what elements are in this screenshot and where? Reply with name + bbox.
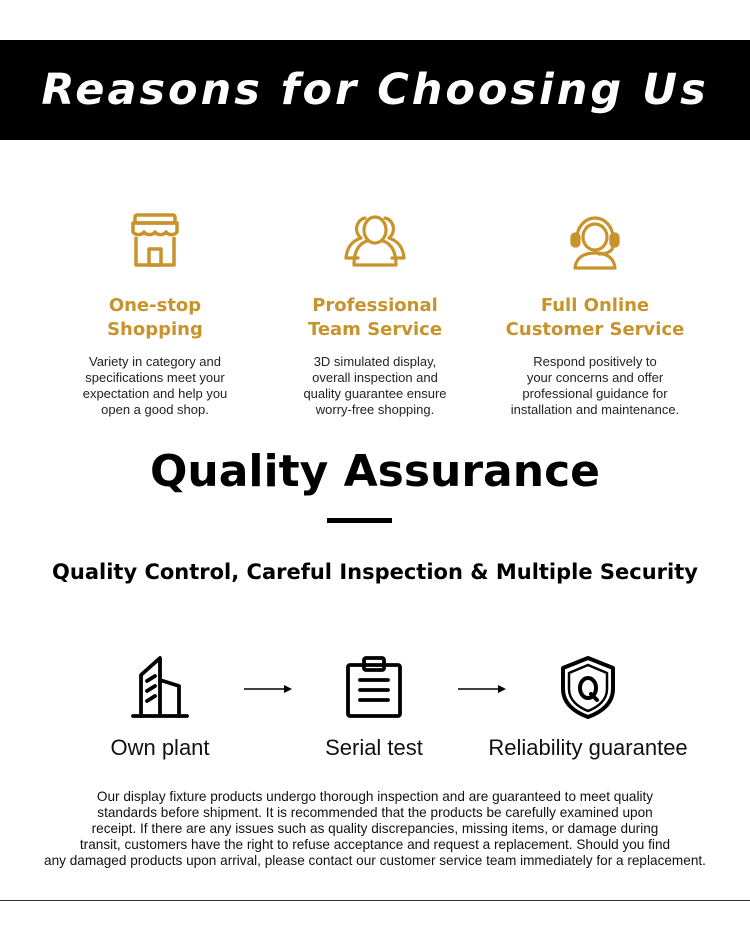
step-label: Own plant [110, 735, 210, 760]
feature-title: Full Online Customer Service [505, 295, 685, 340]
shipping-inspection-note [10, 789, 740, 869]
step-own-plant [60, 655, 260, 761]
headset-agent-icon [563, 208, 627, 272]
step-reliability-guarantee [488, 655, 688, 761]
feature-online-customer-service [485, 208, 705, 418]
team-icon [343, 208, 407, 272]
banner-title: Reasons for Choosing Us [41, 65, 709, 115]
storefront-icon [123, 208, 187, 272]
bottom-divider [0, 900, 750, 901]
feature-professional-team [265, 208, 485, 418]
feature-description: Variety in category and specifications meet your expectation and help you open a good shop. [82, 354, 228, 417]
feature-title: One-stop Shopping [107, 295, 203, 340]
title-underline [327, 518, 392, 523]
shield-q-icon [556, 655, 620, 719]
step-serial-test [274, 655, 474, 761]
header-banner [0, 40, 750, 140]
building-icon [128, 655, 192, 719]
note-line: standards before shipment. It is recommended that the products be carefully examined upon [97, 805, 653, 820]
step-label: Serial test [325, 735, 423, 760]
step-label: Reliability guarantee [488, 735, 688, 760]
note-line: transit, customers have the right to refuse acceptance and request a replacement. Should you find [79, 837, 671, 852]
quality-assurance-title: Quality Assurance [149, 446, 600, 497]
note-line: any damaged products upon arrival, please contact our customer service team immediately for a replacement. [44, 853, 706, 868]
feature-description: Respond positively to your concerns and offer professional guidance for installation and maintenance. [510, 354, 680, 417]
note-line: Our display fixture products undergo thorough inspection and are guaranteed to meet quality [96, 789, 654, 804]
feature-title: Professional Team Service [307, 295, 443, 340]
clipboard-icon [342, 655, 406, 719]
feature-one-stop-shopping [45, 208, 265, 418]
feature-description: 3D simulated display, overall inspection and quality guarantee ensure worry-free shopping. [303, 354, 447, 417]
note-line: receipt. If there are any issues such as quality discrepancies, missing items, or damage during [91, 821, 659, 836]
quality-subtitle: Quality Control, Careful Inspection & Multiple Security [52, 560, 698, 584]
